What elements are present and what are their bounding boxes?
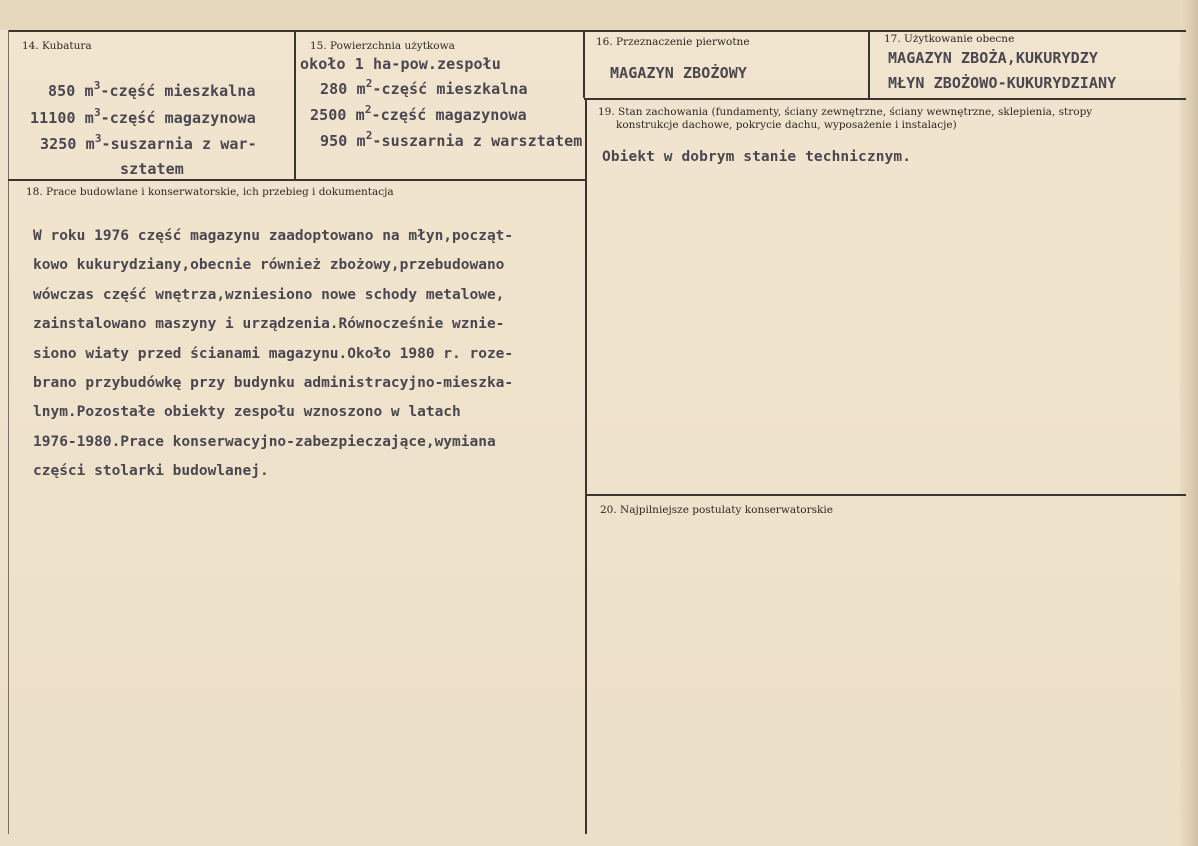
- field-14-line-2: [30, 106, 256, 128]
- value-number: 3250: [40, 135, 77, 153]
- left-border-line: [8, 30, 9, 834]
- divider-14-15: [294, 31, 296, 181]
- field-18-label: 18. Prace budowlane i konserwatorskie, ich przebieg i dokumentacja: [26, 186, 394, 198]
- field-18-text: [33, 222, 593, 487]
- text-line: części stolarki budowlanej.: [33, 463, 269, 480]
- value-unit: m: [356, 132, 366, 150]
- field-15-line-0: około 1 ha-pow.zespołu: [300, 55, 501, 73]
- field-16-label: 16. Przeznaczenie pierwotne: [596, 36, 750, 48]
- value-text: -część magazynowa: [100, 109, 256, 127]
- value-exponent: 3: [94, 132, 102, 145]
- field-20-label: 20. Najpilniejsze postulaty konserwatorskie: [600, 504, 833, 516]
- field-19-label-line-1: 19. Stan zachowania (fundamenty, ściany zewnętrzne, ściany wewnętrzne, sklepienia, stropy: [598, 106, 1093, 118]
- value-text: -suszarnia z war-: [101, 135, 257, 153]
- divider-16-19: [584, 98, 1186, 100]
- text-line: lnym.Pozostałe obiekty zespołu wznoszono w latach: [33, 404, 461, 421]
- value-number: 11100: [30, 109, 76, 127]
- field-14-line-4: [120, 160, 184, 179]
- value-unit: m: [84, 109, 94, 127]
- value-unit: m: [355, 106, 365, 124]
- value-number: 280: [320, 80, 348, 98]
- divider-16-17: [868, 31, 870, 99]
- value-number: 2500: [310, 106, 347, 124]
- value-text: -część mieszkalna: [100, 82, 256, 100]
- text-line: zainstalowano maszyny i urządzenia.Równocześnie wznie-: [33, 316, 505, 333]
- field-15-label: 15. Powierzchnia użytkowa: [310, 40, 455, 52]
- text-line: W roku 1976 część magazynu zaadoptowano na młyn,począt-: [33, 228, 514, 244]
- text-line: kowo kukurydziany,obecnie również zbożowy,przebudowano: [33, 257, 505, 274]
- field-15-line-1: [320, 77, 528, 99]
- divider-15-16: [583, 31, 585, 98]
- card-right-edge: [1180, 0, 1198, 846]
- value-text: -suszarnia z warsztatem: [372, 132, 583, 150]
- field-17-label: 17. Użytkowanie obecne: [884, 33, 1015, 45]
- field-14-line-1: [48, 79, 256, 101]
- value-text: -część magazynowa: [371, 106, 527, 124]
- value-exponent: 3: [93, 106, 101, 119]
- field-17-line-2: MŁYN ZBOŻOWO-KUKURYDZIANY: [888, 74, 1117, 92]
- value-exponent: 2: [364, 103, 372, 116]
- text-line: wówczas część wnętrza,wzniesiono nowe schody metalowe,: [33, 286, 505, 303]
- value-number: 950: [320, 132, 348, 150]
- value-number: 850: [48, 82, 76, 100]
- field-15-line-3: [320, 129, 583, 151]
- field-15-line-2: [310, 103, 527, 125]
- text-line: siono wiaty przed ścianami magazynu.Około 1980 r. roze-: [33, 345, 514, 362]
- field-19-value: Obiekt w dobrym stanie technicznym.: [602, 149, 912, 165]
- field-16-value: MAGAZYN ZBOŻOWY: [610, 64, 747, 82]
- value-unit: m: [85, 135, 95, 153]
- field-14-line-3: [40, 132, 257, 154]
- card-top-edge: [0, 0, 1198, 30]
- value-text: sztatem: [120, 160, 184, 178]
- top-border-line: [8, 30, 1186, 32]
- value-unit: m: [356, 80, 366, 98]
- value-exponent: 2: [365, 77, 373, 90]
- value-exponent: 2: [365, 129, 373, 142]
- divider-19-20: [586, 494, 1186, 496]
- field-19-label-line-2: konstrukcje dachowe, pokrycie dachu, wyposażenie i instalacje): [616, 119, 957, 131]
- value-text: -część mieszkalna: [372, 80, 528, 98]
- divider-15-18: [8, 179, 586, 181]
- value-exponent: 3: [93, 79, 101, 92]
- field-17-line-1: MAGAZYN ZBOŻA,KUKURYDZY: [888, 49, 1099, 67]
- text-line: brano przybudówkę przy budynku administracyjno-mieszka-: [33, 374, 514, 391]
- text-line: 1976-1980.Prace konserwacyjno-zabezpieczające,wymiana: [33, 433, 496, 450]
- value-unit: m: [84, 82, 94, 100]
- field-14-label: 14. Kubatura: [22, 40, 92, 52]
